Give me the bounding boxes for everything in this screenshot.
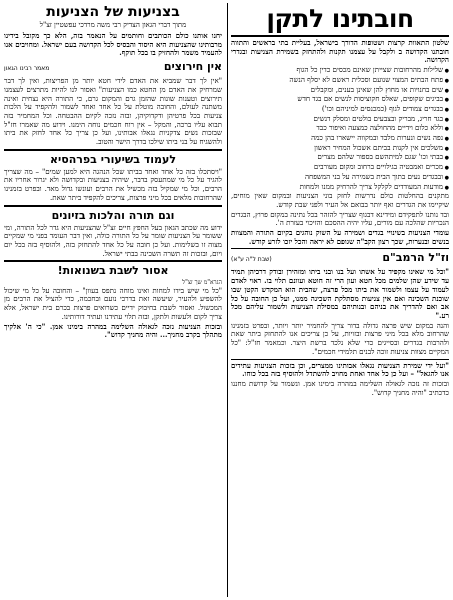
no-excuses-source: מאמר רבינו הגאון — [4, 65, 50, 73]
no-excuses-body: "אין לך דבר שמביא את האדם לידי חטא יותר מן הפריצות, ואין לך דבר שמרחיק את האדם מן החטא כמו הצניעות" ואסור לנו להיות מתרצים לעצמנו תירוצים וטענות שונות שהזמן גרם והמקום גרם, כי התורה היא נצחית ואינה משתנה לעולם, והחובה מוטלת על כל אחד ואחד לשמור ולהקפיד על הלכות צניעות בכל פרטיהן ודקדוקיהן, ובזה נזכה לקיום ההבטחה. וכל המחמיר בזה תבוא עליו ברכה, והמקל – אין רוח חכמים נוחה הימנו. וידוע מה שאמרו חז"ל שבזכות נשים צדקניות נגאלו אבותינו, ועל כן צריך כל אחד לחזק את ביתו ולהשגיח על בני ביתו שילכו בדרך הישר והטוב. — [4, 76, 222, 147]
list-item: ● משלכים אין לקנות בביתם אשכול המחיר ראשון — [231, 144, 449, 154]
rules-list — [231, 66, 449, 192]
right-sect4-body: "ועל ידי שמירת הצניעות נגאלו אבותינו ממצרים, וכן בזכות הצניעות עתידים אנו להגאל" – ועל כן כל אחד ואחת מחויב להשתדל ולהוסיף בזה בכל כוחו. — [231, 360, 449, 379]
right-column — [227, 3, 449, 597]
list-item: ● שים בחנויות או מחוץ להן שאינן בענים, ומקבלים — [231, 86, 449, 96]
left-footer: ובזכות הצניעות נזכה לגאולה השלימה במהרה בימינו אמן. "כי ה' אלקיך מתהלך בקרב מחניך... והיה מחניך קדוש". — [4, 321, 222, 340]
right-sect3-body: והנה במקום שיש פרצה גדולה בדור צריך להחמיר יותר ויותר, ובפרט בזמנינו שהרחוב מלא בכל מיני פרצות ובזויות, על כן צריכים אנו להתחזק ביתר שאת ולהרבות בגדרים ובסייגים כדי שלא נלכד ברשת היצר. וכמאמר חז"ל: "כל המקיים מצוות צניעות זוכה לבנים תלמידי חכמים". — [231, 320, 449, 356]
public-title: לעמוד בשיעורי בפרהסיא — [50, 152, 176, 166]
public-body: "ויסתכלו בזה כל אחד ואחד בביתו שכל הנהגה היא למען שמים" – מה שצריך להגיד על כל מי שמתעסק בדבר, שיהיה בצניעות ובקדושה ולא יגרור אחריו את הרבים, וכל מי שמקיל בזה מכשיל את הרבים ועונשו גדול מאד. ובפרט בזמנינו שהרחובות מלאים בכל מיני פרצות, צריכים להקפיד ביתר שאת. — [4, 166, 222, 202]
no-excuses-heading — [4, 60, 222, 76]
list-item: ● בביגים שקופים, שאלס חקוציסות לנשים אם בגד חדש — [231, 95, 449, 105]
list-item: ● בגד חריג, מבריק ובצבעים בולטים ומסלק דנשים — [231, 115, 449, 125]
list-item: ● בבגדים צמודים לגוף (כמכנסים למיניהם וכו') — [231, 105, 449, 115]
list-item: ● שלילות מהרחובות שצייתן שאינם מכסים כדין כל הגוף — [231, 66, 449, 76]
rambam-title: וז"ל הרמב"ם — [382, 251, 449, 265]
left-column — [4, 3, 223, 597]
left-subtitle: מתוך דברי הגאון הצדיק רבי משה מרדכי עפשטיין זצ"ל — [39, 21, 187, 29]
right-para-3: עומדי הצניעות בשינויי בגדים ושמירה על השוק נוהגים בקיום התורה והמצוות בנשים ובנערות, שכך רצון הקב"ה שגופם לא יראה והכל יזכו לזרע קודש. — [231, 228, 449, 246]
divider — [231, 359, 449, 360]
list-item: ● בבתי וכו' שגם למיתהשם בספור שלהם מצרים — [231, 153, 449, 163]
rambam-body: "וכל מי שאינו מקפיד על אשתו ועל בנו ובני ביתו ומזהירן ובודק דרכיהן תמיד עד שידע שהן שלמים מכל חטא ועון הרי זה חוטא ועוונם תלוי בו. ראוי לאדם לעמוד על עצמו ולשמור את ביתו מכל פרצה, שהבית הוא המקדש הקטן שבו שוכנת השכינה ואם אין צניעות מסתלקת השכינה ממנו, ועל כן החובה על כל אב ואם להדריך את בניהם ובנותיהם במסילת הצניעות ולשמור עליהם מכל רע." — [231, 267, 449, 320]
rambam-heading — [231, 251, 449, 267]
list-item: ● מודעות המעודדים לקלקל צריך להרחיק ממנו ולמחות — [231, 183, 449, 193]
list-item: ● מכרים ואמבטיה בגילויים ברחוב ומקום מעורבים — [231, 163, 449, 173]
right-footer: ובזכות זה נזכה לגאולה השלימה במהרה בימינו אמן. ונשמור על קדושת מחננו כדכתיב "והיה מחניך קדוש". — [231, 378, 449, 397]
divider — [4, 260, 222, 262]
forbidden-title: אסור לשבת בשנואות! — [57, 264, 169, 278]
columns — [4, 3, 449, 597]
torah-body: ידוע מה שכתב הגאון בעל החפץ חיים זצ"ל שהצניעות היא גדר לכל התורה, ומי ששומר על הצניעות שומר על כל התורה כולה, ואין דבר העומד בפני מי שמקיים מצוה זו בשלימות. ועל כן חובה על כל אחד להתחזק בזה, ולהוסיף בזה בכל יום ויום, ובזכות זה תשרה השכינה בבתי ישראל. — [4, 222, 222, 258]
left-intro: יחנו אותנו כולם הכותבים וחותמים על הנאמר בזה, הלא כך מקובל בידינו מרבותינו שהצניעות היא היסוד והבסיס לכל הקדושה בעם ישראל. ומחויבים אנו להעמיד משמר ולהחזיק בו בכל תוקף. — [4, 31, 222, 58]
list-item: ● וללא כלום וידיים מהחולצה כמצעה ואיפור כבד — [231, 124, 449, 134]
right-para-1: מתקנים בהחלטות כולם נדרשות לחזק בוני הצניעות ובמקום שאין מוחים, שיקיימו את הגדרים ואף יותר בבואם אל העיר ולפני שבת קודש. — [231, 191, 449, 209]
right-para-2: ובד נותנו לתפקידם ומידינא דבגוף שצריך להזהר בכל נתינה במקום פרוץ, הבגדים הנכריות שהלכה עם מורים, עליו יהיה ההסכם והזיכוי בעזרת ה'. — [231, 209, 449, 228]
forbidden-heading — [4, 264, 222, 278]
rambam-source: (שבת ל"ה ע"א) — [231, 256, 272, 264]
list-item: ● נפה נשים ונערות מלבד ובמקווה יישארו בהן כמה — [231, 134, 449, 144]
torah-heading — [4, 209, 222, 223]
left-title: בצניעות של הצניעות — [46, 4, 180, 20]
list-item: ● ובבגדים נעים בתוך הבית בשמירה על בני המשפחה — [231, 173, 449, 183]
right-title: חובתינו לתקן — [231, 3, 449, 37]
right-intro: שלטון התאוות קרצות ושטופות הדורך בישראל, בעליית בתי בראשים והתווה חובתנו הקדושה ב ולקבל על עצמנו תקנות ולהתחזק בשמירת הצניעות ובגדרי הקדושה. — [231, 38, 449, 65]
public-heading — [4, 153, 222, 167]
list-item: ● פתח הבתים המצוי שנועם וסכלית ראשם לא יסלף הנשה — [231, 76, 449, 86]
forbidden-source: הגרא"מ שך זצ"ל — [182, 279, 222, 287]
torah-title: וגם תורה והלכות בזיונים — [51, 208, 175, 222]
divider — [231, 248, 449, 249]
divider — [4, 205, 222, 207]
divider — [4, 149, 222, 151]
forbidden-body: "כל מי שיש בידו למחות ואינו מוחה נתפס בעוון" – והחובה על כל מי שיכול להשפיע ולהעיר, שיעשה זאת בדרכי נועם ובחכמה, כדי להציל את הרבים מן המכשול. ואסור לשבת בחיבוק ידיים כשרואים פרצות בכרם בית ישראל, אלא צריך לקום ולעשות ולתקן, ובזה תלוי עתידנו ועתיד דורותינו. — [4, 285, 222, 321]
no-excuses-title: אין חירוצים — [163, 60, 222, 74]
